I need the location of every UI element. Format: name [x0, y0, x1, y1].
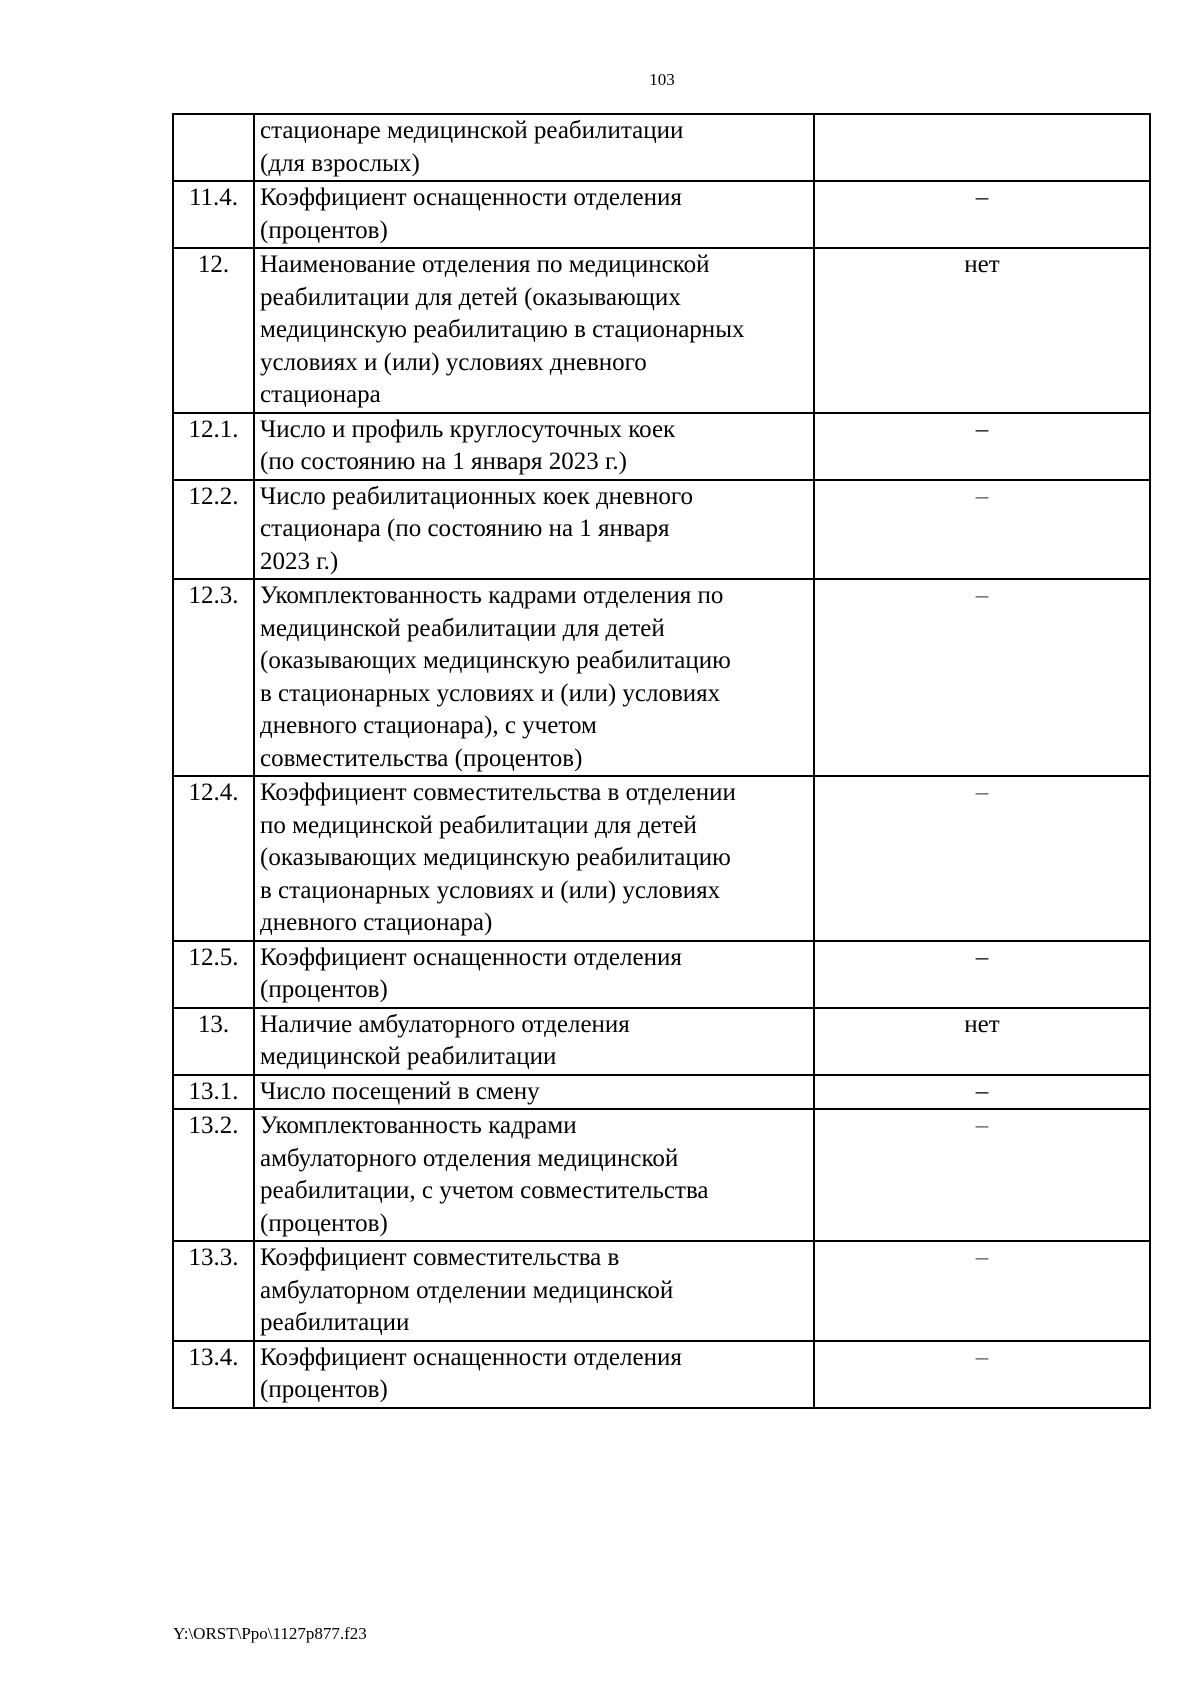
row-value: – — [814, 1075, 1150, 1110]
row-value: – — [814, 1109, 1150, 1241]
row-value: – — [814, 480, 1150, 580]
indicator-text-line: медицинской реабилитации — [260, 1043, 557, 1070]
row-indicator-name — [254, 114, 814, 181]
indicator-text-line: Коэффициент оснащенности отделения — [260, 1343, 682, 1371]
indicator-text-line: Число и профиль круглосуточных коек — [260, 415, 676, 443]
row-value: – — [814, 1341, 1150, 1408]
indicator-text-line: условиях и (или) условиях дневного — [260, 348, 647, 376]
row-indicator-name — [254, 181, 814, 248]
indicator-text-line: реабилитации — [260, 1309, 410, 1336]
row-value: – — [814, 413, 1150, 480]
row-number: 12. — [173, 248, 254, 413]
indicator-text-line: дневного стационара) — [260, 909, 493, 936]
row-indicator-name — [254, 1008, 814, 1075]
indicator-text-line: Укомплектованность кадрами отделения по — [260, 582, 724, 609]
table-row — [173, 1109, 1150, 1241]
row-value: – — [814, 941, 1150, 1008]
page-number: 103 — [649, 70, 675, 89]
indicator-text-line: 2023 г.) — [260, 547, 339, 575]
indicator-text-line: (процентов) — [260, 1376, 388, 1403]
table-row — [173, 1341, 1150, 1408]
table-row — [173, 776, 1150, 941]
indicator-text-line: Число реабилитационных коек дневного — [260, 482, 693, 510]
indicator-text-line: реабилитации для детей (оказывающих — [260, 283, 681, 311]
table-row — [173, 579, 1150, 776]
indicator-text-line: в стационарных условиях и (или) условиях — [260, 876, 721, 904]
indicator-text-line: стационаре медицинской реабилитации — [260, 117, 684, 144]
indicator-text-line: реабилитации, с учетом совместительства — [260, 1177, 709, 1204]
table-row — [173, 1075, 1150, 1110]
row-number: 12.3. — [173, 579, 254, 776]
indicator-text-line: Число посещений в смену — [260, 1077, 540, 1105]
row-indicator-name — [254, 1109, 814, 1241]
indicator-text-line: по медицинской реабилитации для детей — [260, 811, 697, 839]
table-row — [173, 1241, 1150, 1341]
document-table — [172, 113, 1151, 1409]
indicator-text-line: стационара (по состоянию на 1 января — [260, 515, 670, 542]
row-number: 13.2. — [173, 1109, 254, 1241]
row-number: 13.4. — [173, 1341, 254, 1408]
table-row — [173, 480, 1150, 580]
indicator-text-line: Коэффициент совместительства в отделении — [260, 779, 736, 806]
row-value — [814, 114, 1150, 181]
indicator-text-line: медицинской реабилитации для детей — [260, 614, 665, 642]
table-row — [173, 1008, 1150, 1075]
indicator-text-line: (процентов) — [260, 1209, 388, 1237]
row-number — [173, 114, 254, 181]
indicator-text-line: дневного стационара), с учетом — [260, 712, 597, 739]
indicator-text-line: Коэффициент совместительства в — [260, 1244, 620, 1271]
indicator-text-line: Наличие амбулаторного отделения — [260, 1010, 630, 1038]
row-indicator-name — [254, 579, 814, 776]
row-number: 13.1. — [173, 1075, 254, 1110]
indicator-text-line: Коэффициент оснащенности отделения — [260, 184, 682, 211]
row-value: – — [814, 181, 1150, 248]
table-row — [173, 248, 1150, 413]
indicator-text-line: амбулаторного отделения медицинской — [260, 1144, 679, 1172]
indicator-text-line: (для взрослых) — [260, 149, 420, 177]
indicator-text-line: Укомплектованность кадрами — [260, 1112, 577, 1139]
row-number: 12.5. — [173, 941, 254, 1008]
row-indicator-name — [254, 1075, 814, 1110]
row-indicator-name — [254, 776, 814, 941]
row-value: нет — [814, 1008, 1150, 1075]
table-row — [173, 941, 1150, 1008]
indicator-text-line: совместительства (процентов) — [260, 744, 583, 772]
indicator-text-line: (оказывающих медицинскую реабилитацию — [260, 844, 731, 871]
indicator-text-line: Наименование отделения по медицинской — [260, 251, 710, 278]
row-indicator-name — [254, 941, 814, 1008]
indicator-text-line: стационара — [260, 381, 381, 408]
footer-file-path: Y:\ORST\Ppo\1127p877.f23 — [173, 1624, 367, 1643]
indicator-text-line: Коэффициент оснащенности отделения — [260, 943, 682, 971]
table-body — [173, 114, 1150, 1408]
row-number: 12.1. — [173, 413, 254, 480]
row-value: – — [814, 1241, 1150, 1341]
indicator-text-line: медицинскую реабилитацию в стационарных — [260, 316, 745, 343]
row-indicator-name — [254, 1241, 814, 1341]
row-number: 13. — [173, 1008, 254, 1075]
row-indicator-name — [254, 1341, 814, 1408]
row-number: 11.4. — [173, 181, 254, 248]
indicator-text-line: (оказывающих медицинскую реабилитацию — [260, 647, 731, 674]
row-indicator-name — [254, 248, 814, 413]
row-number: 12.2. — [173, 480, 254, 580]
row-value: – — [814, 579, 1150, 776]
table-row — [173, 181, 1150, 248]
row-indicator-name — [254, 413, 814, 480]
row-indicator-name — [254, 480, 814, 580]
indicator-text-line: в стационарных условиях и (или) условиях — [260, 679, 721, 707]
table-row — [173, 413, 1150, 480]
indicator-text-line: (процентов) — [260, 976, 388, 1003]
table-row — [173, 114, 1150, 181]
row-value: нет — [814, 248, 1150, 413]
indicator-text-line: (процентов) — [260, 216, 388, 244]
indicator-text-line: (по состоянию на 1 января 2023 г.) — [260, 448, 628, 475]
row-number: 12.4. — [173, 776, 254, 941]
row-value: – — [814, 776, 1150, 941]
indicator-text-line: амбулаторном отделении медицинской — [260, 1276, 674, 1304]
row-number: 13.3. — [173, 1241, 254, 1341]
